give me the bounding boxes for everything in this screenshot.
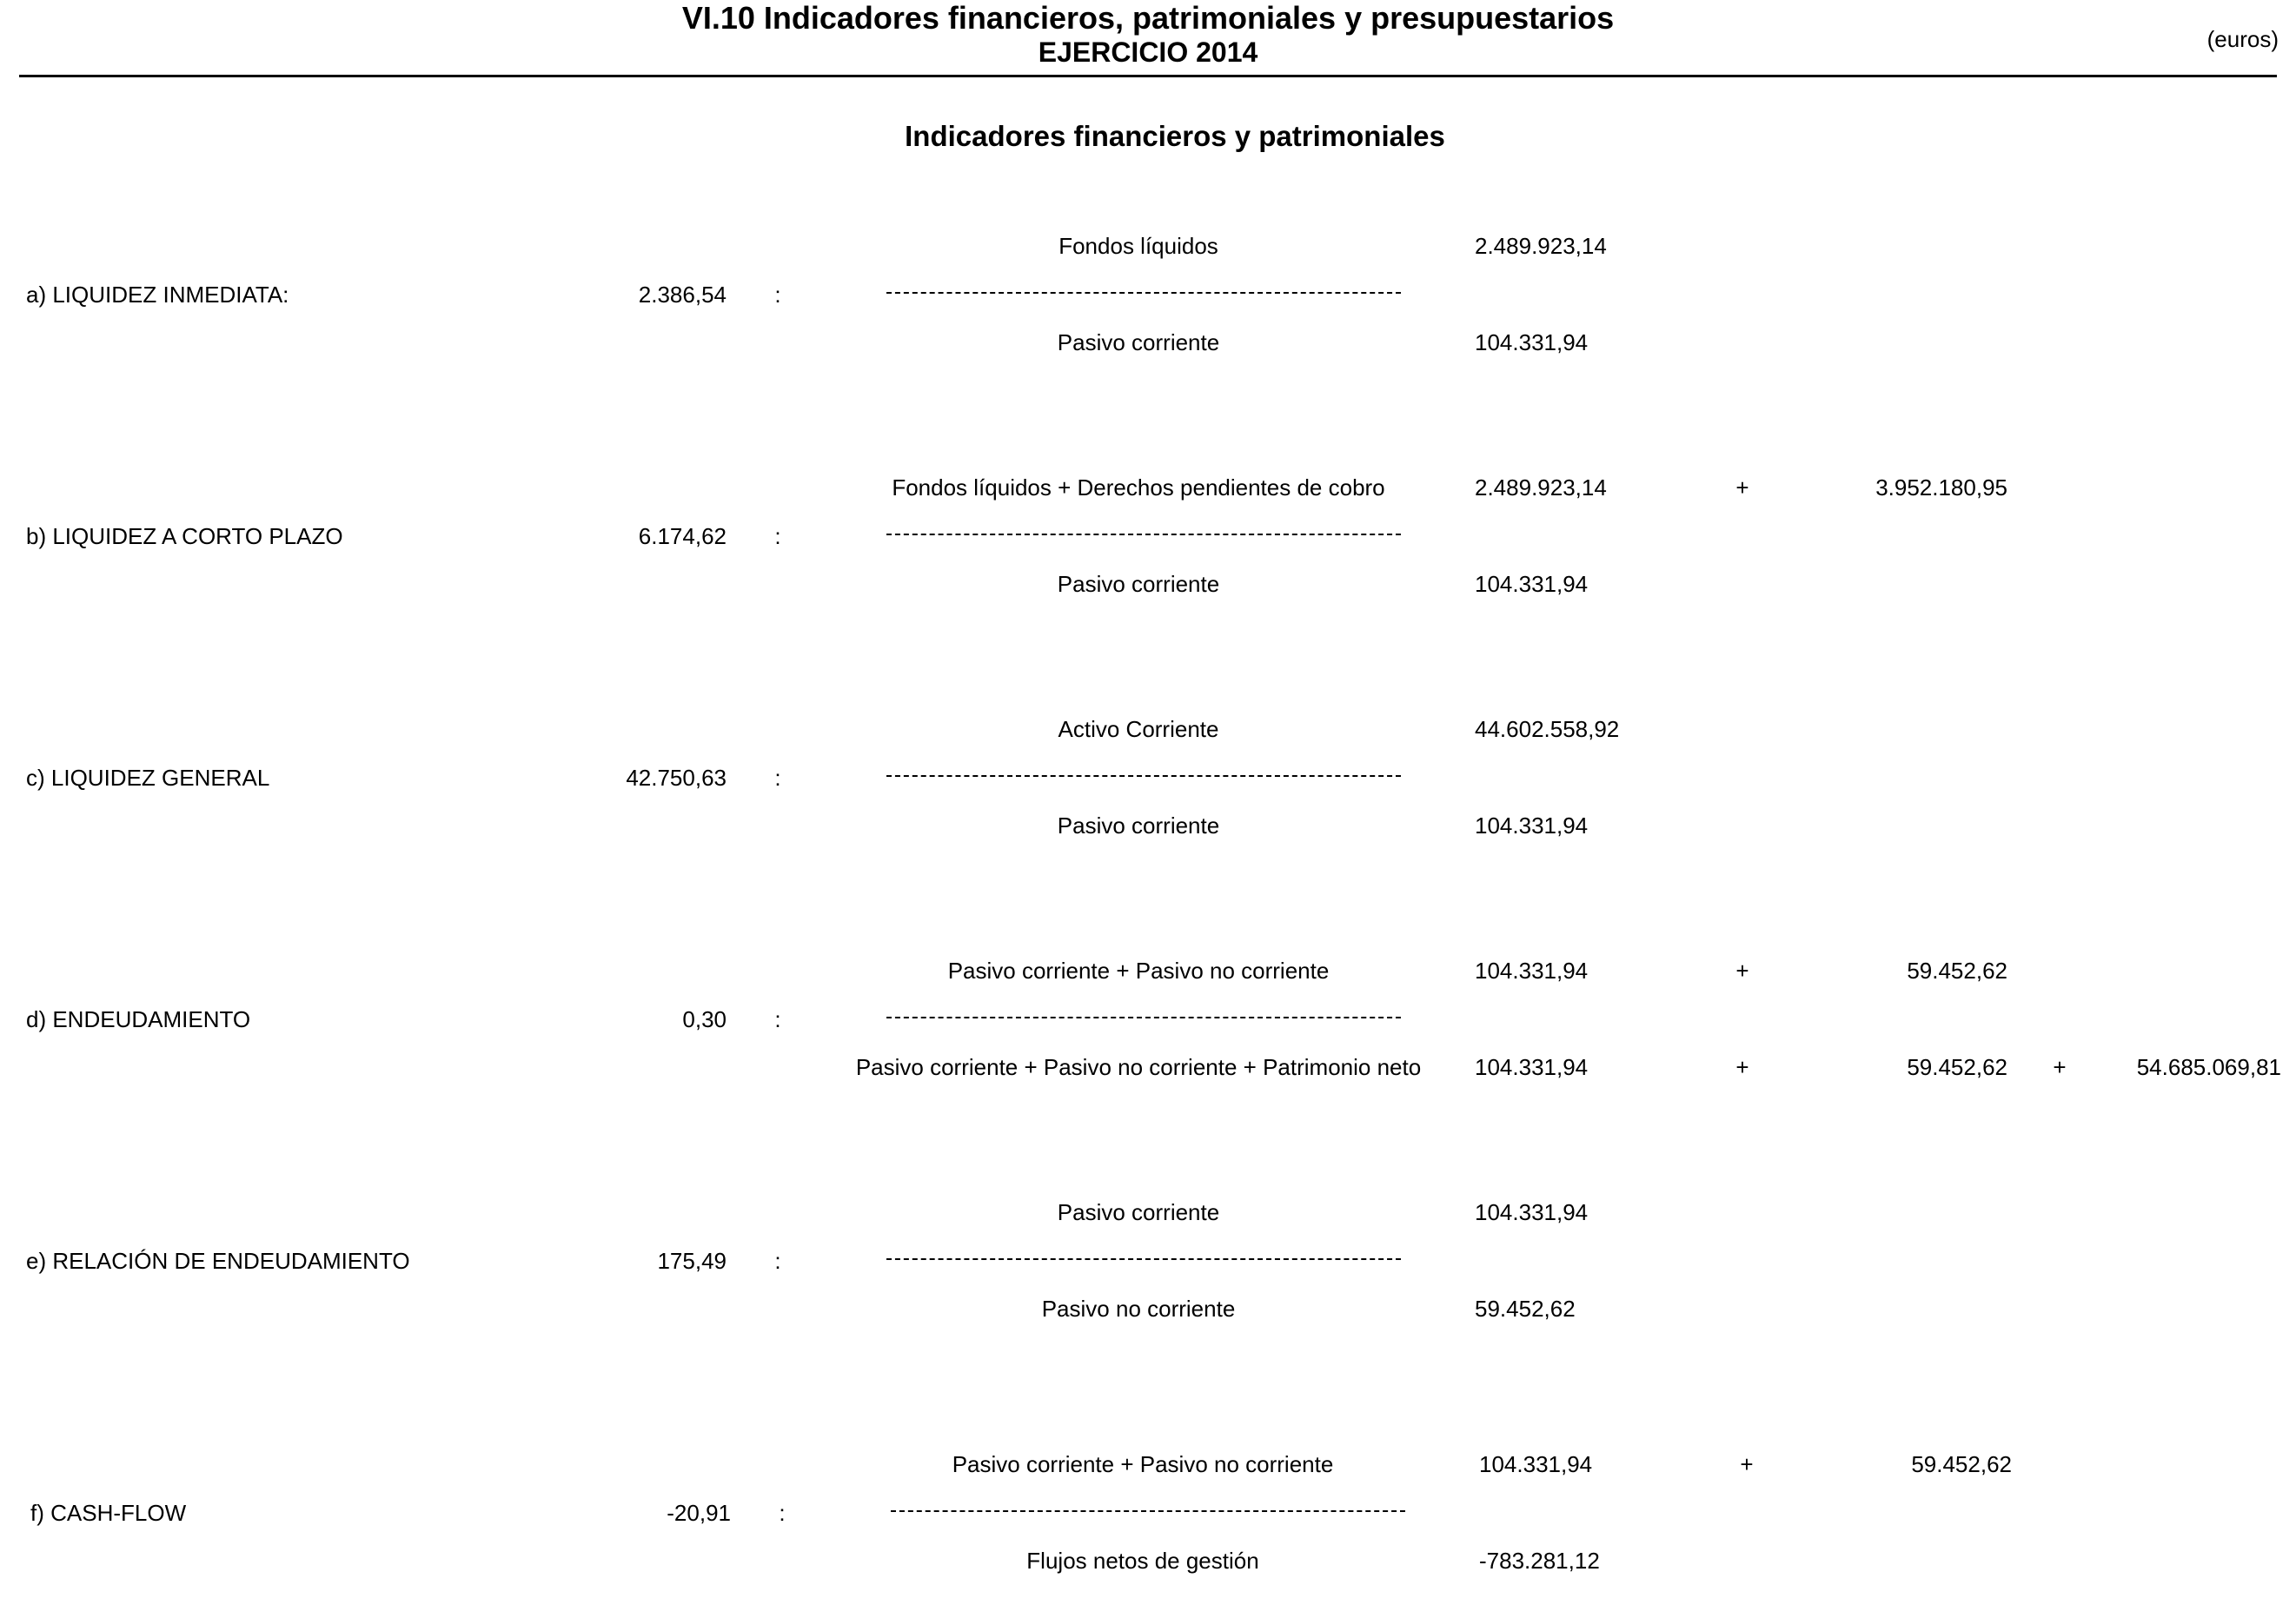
indicator-value: -20,91 <box>667 1500 731 1526</box>
numerator-row <box>0 1449 2296 1480</box>
numerator-amount-2: 59.452,62 <box>1911 1451 2012 1477</box>
section-title: Indicadores financieros y patrimoniales <box>905 120 1445 152</box>
numerator-expression: Pasivo corriente <box>1057 1199 1220 1225</box>
numerator-expression: Pasivo corriente + Pasivo no corriente <box>952 1451 1334 1477</box>
ratio-separator: : <box>774 282 781 308</box>
indicator-value: 0,30 <box>682 1006 727 1032</box>
numerator-amount-2: 59.452,62 <box>1907 958 2007 984</box>
indicator-row <box>0 521 2296 552</box>
denominator-expression: Pasivo corriente <box>1057 812 1220 839</box>
numerator-row <box>0 230 2296 262</box>
indicator-relacion-endeudamiento <box>0 1197 2296 1353</box>
denominator-row <box>0 1293 2296 1324</box>
indicator-row <box>0 1497 2296 1529</box>
denominator-amount: 104.331,94 <box>1475 571 1589 597</box>
ratio-separator: : <box>774 1248 781 1274</box>
plus-sign: + <box>1740 1451 1754 1477</box>
header-rule <box>19 75 2277 77</box>
denominator-row <box>0 810 2296 841</box>
fraction-line <box>891 1510 1405 1512</box>
ratio-separator: : <box>774 1006 781 1032</box>
numerator-expression: Fondos líquidos + Derechos pendientes de cobro <box>892 474 1385 501</box>
numerator-expression: Pasivo corriente + Pasivo no corriente <box>947 958 1330 984</box>
indicator-cash-flow <box>0 1449 2296 1605</box>
denominator-amount: 104.331,94 <box>1475 329 1589 355</box>
denominator-amount: 104.331,94 <box>1475 812 1589 839</box>
numerator-row <box>0 713 2296 745</box>
indicator-label: c) LIQUIDEZ GENERAL <box>26 765 270 791</box>
numerator-amount: 44.602.558,92 <box>1475 716 1620 742</box>
indicator-row <box>0 279 2296 310</box>
plus-sign: + <box>1735 1054 1749 1080</box>
denominator-amount: -783.281,12 <box>1479 1548 1600 1574</box>
numerator-amount: 2.489.923,14 <box>1475 474 1607 501</box>
denominator-row <box>0 1545 2296 1576</box>
indicator-row <box>0 762 2296 793</box>
indicator-value: 42.750,63 <box>626 765 727 791</box>
denominator-row <box>0 1051 2296 1083</box>
indicator-label: f) CASH-FLOW <box>30 1500 187 1526</box>
indicator-label: b) LIQUIDEZ A CORTO PLAZO <box>26 523 343 549</box>
numerator-expression: Activo Corriente <box>1058 716 1219 742</box>
ratio-separator: : <box>774 523 781 549</box>
denominator-expression: Pasivo no corriente <box>1041 1296 1236 1322</box>
denominator-expression: Pasivo corriente <box>1057 329 1220 355</box>
plus-sign: + <box>1735 958 1749 984</box>
plus-sign-2: + <box>2053 1054 2067 1080</box>
report-subtitle: EJERCICIO 2014 <box>1038 36 1258 68</box>
numerator-row <box>0 955 2296 986</box>
indicator-value: 6.174,62 <box>638 523 727 549</box>
numerator-row <box>0 1197 2296 1228</box>
report-title: VI.10 Indicadores financieros, patrimoniales y presupuestarios <box>681 0 1615 36</box>
indicator-liquidez-general <box>0 713 2296 870</box>
denominator-amount-3: 54.685.069,81 <box>2136 1054 2281 1080</box>
denominator-amount: 104.331,94 <box>1475 1054 1589 1080</box>
numerator-amount-2: 3.952.180,95 <box>1875 474 2007 501</box>
indicator-liquidez-corto-plazo <box>0 472 2296 628</box>
denominator-amount: 59.452,62 <box>1475 1296 1576 1322</box>
fraction-line <box>886 1017 1401 1018</box>
indicator-label: d) ENDEUDAMIENTO <box>26 1006 251 1032</box>
indicator-row <box>0 1245 2296 1277</box>
numerator-expression: Fondos líquidos <box>1058 233 1218 259</box>
ratio-separator: : <box>779 1500 786 1526</box>
fraction-line <box>886 775 1401 777</box>
denominator-row <box>0 327 2296 358</box>
indicator-liquidez-inmediata <box>0 230 2296 387</box>
numerator-row <box>0 472 2296 503</box>
fraction-line <box>886 292 1401 294</box>
indicator-value: 2.386,54 <box>638 282 727 308</box>
units-label: (euros) <box>2206 26 2279 52</box>
indicator-row <box>0 1004 2296 1035</box>
numerator-amount: 2.489.923,14 <box>1475 233 1607 259</box>
ratio-separator: : <box>774 765 781 791</box>
numerator-amount: 104.331,94 <box>1475 958 1589 984</box>
denominator-row <box>0 568 2296 600</box>
numerator-amount: 104.331,94 <box>1475 1199 1589 1225</box>
plus-sign: + <box>1735 474 1749 501</box>
indicator-label: a) LIQUIDEZ INMEDIATA: <box>26 282 289 308</box>
denominator-expression: Flujos netos de gestión <box>1026 1548 1259 1574</box>
numerator-amount: 104.331,94 <box>1479 1451 1593 1477</box>
fraction-line <box>886 534 1401 535</box>
fraction-line <box>886 1258 1401 1260</box>
denominator-expression: Pasivo corriente + Pasivo no corriente + Patrimonio neto <box>855 1054 1422 1080</box>
indicator-endeudamiento <box>0 955 2296 1111</box>
indicator-value: 175,49 <box>657 1248 727 1274</box>
indicator-label: e) RELACIÓN DE ENDEUDAMIENTO <box>26 1248 410 1274</box>
denominator-amount-2: 59.452,62 <box>1907 1054 2007 1080</box>
denominator-expression: Pasivo corriente <box>1057 571 1220 597</box>
